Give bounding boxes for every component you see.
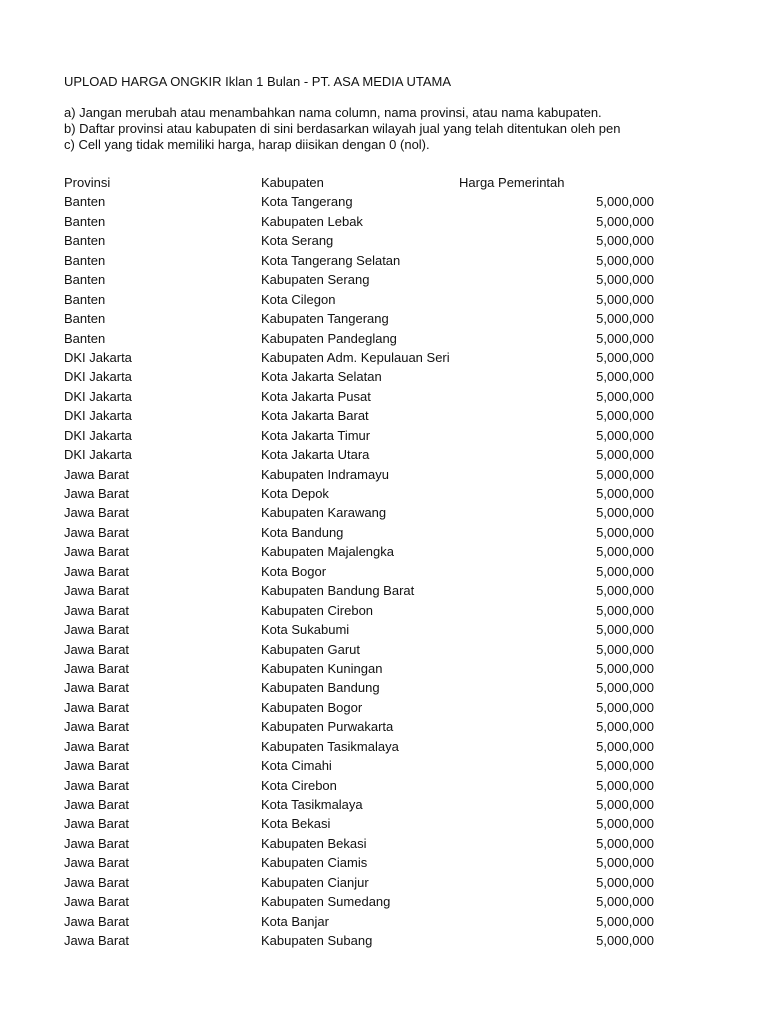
cell-provinsi: Banten [64,291,106,307]
cell-harga: 5,000,000 [596,816,654,832]
cell-harga: 5,000,000 [596,408,654,424]
cell-provinsi: Jawa Barat [64,894,130,910]
cell-kabupaten: Kabupaten Tasikmalaya [261,738,399,754]
cell-kabupaten: Kabupaten Pandeglang [261,330,397,346]
cell-provinsi: Jawa Barat [64,466,130,482]
table-row [64,192,664,211]
cell-kabupaten: Kabupaten Sumedang [261,894,391,910]
cell-harga: 5,000,000 [596,602,654,618]
cell-provinsi: Jawa Barat [64,758,130,774]
cell-harga: 5,000,000 [596,252,654,268]
cell-harga: 5,000,000 [596,524,654,540]
cell-harga: 5,000,000 [596,874,654,890]
cell-kabupaten: Kabupaten Bandung [261,680,380,696]
table-row [64,329,664,348]
header-kabupaten: Kabupaten [261,175,324,190]
cell-harga: 5,000,000 [596,758,654,774]
cell-kabupaten: Kabupaten Lebak [261,213,363,229]
cell-provinsi: Jawa Barat [64,563,130,579]
cell-kabupaten: Kota Jakarta Selatan [261,369,382,385]
cell-harga: 5,000,000 [596,349,654,365]
cell-harga: 5,000,000 [596,855,654,871]
cell-provinsi: Jawa Barat [64,738,130,754]
table-row [64,795,664,814]
header-provinsi: Provinsi [64,175,111,190]
cell-provinsi: Banten [64,213,106,229]
table-row [64,231,664,250]
cell-harga: 5,000,000 [596,699,654,715]
cell-harga: 5,000,000 [596,233,654,249]
table-row [64,348,664,367]
cell-kabupaten: Kabupaten Purwakarta [261,719,394,735]
note-c: c) Cell yang tidak memiliki harga, harap diisikan dengan 0 (nol). [64,137,430,152]
cell-provinsi: DKI Jakarta [64,408,132,424]
cell-harga: 5,000,000 [596,583,654,599]
cell-provinsi: Jawa Barat [64,855,130,871]
cell-harga: 5,000,000 [596,330,654,346]
table-row [64,931,664,950]
table-row [64,698,664,717]
cell-provinsi: Jawa Barat [64,874,130,890]
table-row [64,251,664,270]
cell-kabupaten: Kota Jakarta Timur [261,427,371,443]
price-table [64,173,664,951]
table-row [64,678,664,697]
table-row [64,309,664,328]
cell-harga: 5,000,000 [596,797,654,812]
cell-provinsi: DKI Jakarta [64,369,132,385]
table-row [64,756,664,775]
table-row [64,834,664,853]
table-row [64,426,664,445]
table-row [64,445,664,464]
cell-harga: 5,000,000 [596,466,654,482]
cell-kabupaten: Kota Jakarta Utara [261,447,370,463]
cell-kabupaten: Kota Cirebon [261,777,337,793]
cell-provinsi: DKI Jakarta [64,427,132,443]
cell-provinsi: Banten [64,272,106,288]
cell-kabupaten: Kabupaten Cianjur [261,874,369,890]
cell-kabupaten: Kota Serang [261,233,334,249]
cell-kabupaten: Kabupaten Garut [261,641,361,657]
table-body [64,192,664,950]
cell-kabupaten: Kota Bogor [261,563,327,579]
cell-harga: 5,000,000 [596,388,654,404]
cell-kabupaten: Kota Jakarta Barat [261,408,369,424]
table-row [64,814,664,833]
table-row [64,406,664,425]
cell-harga: 5,000,000 [596,660,654,676]
cell-kabupaten: Kabupaten Bogor [261,699,363,715]
table-row [64,465,664,484]
table-row [64,892,664,911]
table-row [64,367,664,386]
cell-harga: 5,000,000 [596,427,654,443]
table-row [64,776,664,795]
cell-harga: 5,000,000 [596,894,654,910]
cell-kabupaten: Kabupaten Tangerang [261,311,389,327]
table-row [64,484,664,503]
cell-harga: 5,000,000 [596,311,654,327]
note-a: a) Jangan merubah atau menambahkan nama column, nama provinsi, atau nama kabupaten. [64,105,602,120]
cell-harga: 5,000,000 [596,680,654,696]
cell-provinsi: Jawa Barat [64,660,130,676]
cell-kabupaten: Kabupaten Bandung Barat [261,583,415,599]
cell-provinsi: Jawa Barat [64,699,130,715]
cell-harga: 5,000,000 [596,272,654,288]
cell-provinsi: Banten [64,233,106,249]
cell-kabupaten: Kabupaten Indramayu [261,466,389,482]
table-row [64,873,664,892]
table-row [64,270,664,289]
table-row [64,853,664,872]
cell-provinsi: Jawa Barat [64,913,130,929]
table-row [64,387,664,406]
table-row [64,659,664,678]
cell-harga: 5,000,000 [596,369,654,385]
cell-provinsi: Jawa Barat [64,777,130,793]
cell-provinsi: DKI Jakarta [64,388,132,404]
table-row [64,290,664,309]
table-row [64,212,664,231]
cell-harga: 5,000,000 [596,719,654,735]
cell-kabupaten: Kota Cimahi [261,758,332,774]
cell-provinsi: Jawa Barat [64,524,130,540]
table-row [64,503,664,522]
cell-harga: 5,000,000 [596,505,654,521]
header-harga: Harga Pemerintah [459,175,565,190]
table-row [64,620,664,639]
table-row [64,717,664,736]
cell-kabupaten: Kabupaten Ciamis [261,855,368,871]
table-row [64,601,664,620]
table-row [64,581,664,600]
table-row [64,912,664,931]
cell-provinsi: Jawa Barat [64,816,130,832]
cell-provinsi: Jawa Barat [64,544,130,560]
cell-provinsi: Banten [64,311,106,327]
cell-provinsi: Banten [64,194,106,210]
cell-harga: 5,000,000 [596,933,654,949]
cell-harga: 5,000,000 [596,913,654,929]
cell-kabupaten: Kota Cilegon [261,291,336,307]
cell-kabupaten: Kota Sukabumi [261,622,350,638]
cell-kabupaten: Kota Banjar [261,913,329,929]
cell-kabupaten: Kota Jakarta Pusat [261,388,371,404]
cell-harga: 5,000,000 [596,447,654,463]
table-row [64,523,664,542]
cell-kabupaten: Kabupaten Cirebon [261,602,374,618]
cell-kabupaten: Kota Tasikmalaya [261,797,363,812]
cell-kabupaten: Kabupaten Serang [261,272,370,288]
cell-harga: 5,000,000 [596,738,654,754]
cell-kabupaten: Kabupaten Adm. Kepulauan Seri [261,349,450,365]
cell-kabupaten: Kabupaten Subang [261,933,373,949]
cell-kabupaten: Kota Depok [261,486,329,501]
cell-kabupaten: Kabupaten Kuningan [261,660,383,676]
cell-kabupaten: Kota Tangerang Selatan [261,252,401,268]
cell-provinsi: Jawa Barat [64,505,130,521]
cell-kabupaten: Kabupaten Bekasi [261,835,367,851]
cell-provinsi: Jawa Barat [64,933,130,949]
cell-harga: 5,000,000 [596,622,654,638]
table-row [64,542,664,561]
cell-harga: 5,000,000 [596,835,654,851]
table-row [64,640,664,659]
cell-provinsi: DKI Jakarta [64,447,132,463]
table-row [64,562,664,581]
cell-kabupaten: Kabupaten Majalengka [261,544,394,560]
cell-provinsi: Jawa Barat [64,602,130,618]
cell-provinsi: Jawa Barat [64,835,130,851]
cell-harga: 5,000,000 [596,486,654,501]
document-title: UPLOAD HARGA ONGKIR Iklan 1 Bulan - PT. ASA MEDIA UTAMA [64,74,451,89]
cell-harga: 5,000,000 [596,213,654,229]
cell-provinsi: Jawa Barat [64,797,130,812]
cell-provinsi: DKI Jakarta [64,349,132,365]
table-row [64,737,664,756]
cell-harga: 5,000,000 [596,641,654,657]
cell-provinsi: Jawa Barat [64,719,130,735]
cell-provinsi: Jawa Barat [64,583,130,599]
cell-kabupaten: Kota Bekasi [261,816,331,832]
spreadsheet-page [64,72,664,951]
cell-provinsi: Jawa Barat [64,486,130,501]
cell-harga: 5,000,000 [596,544,654,560]
cell-provinsi: Jawa Barat [64,622,130,638]
cell-provinsi: Jawa Barat [64,680,130,696]
cell-harga: 5,000,000 [596,563,654,579]
instruction-notes [64,105,664,153]
cell-kabupaten: Kabupaten Karawang [261,505,387,521]
cell-kabupaten: Kota Tangerang [261,194,353,210]
cell-provinsi: Banten [64,252,106,268]
cell-harga: 5,000,000 [596,777,654,793]
note-b: b) Daftar provinsi atau kabupaten di sini berdasarkan wilayah jual yang telah ditentukan oleh pen [64,121,621,136]
cell-harga: 5,000,000 [596,194,654,210]
cell-kabupaten: Kota Bandung [261,524,344,540]
cell-harga: 5,000,000 [596,291,654,307]
cell-provinsi: Jawa Barat [64,641,130,657]
cell-provinsi: Banten [64,330,106,346]
table-header-row [64,173,664,192]
